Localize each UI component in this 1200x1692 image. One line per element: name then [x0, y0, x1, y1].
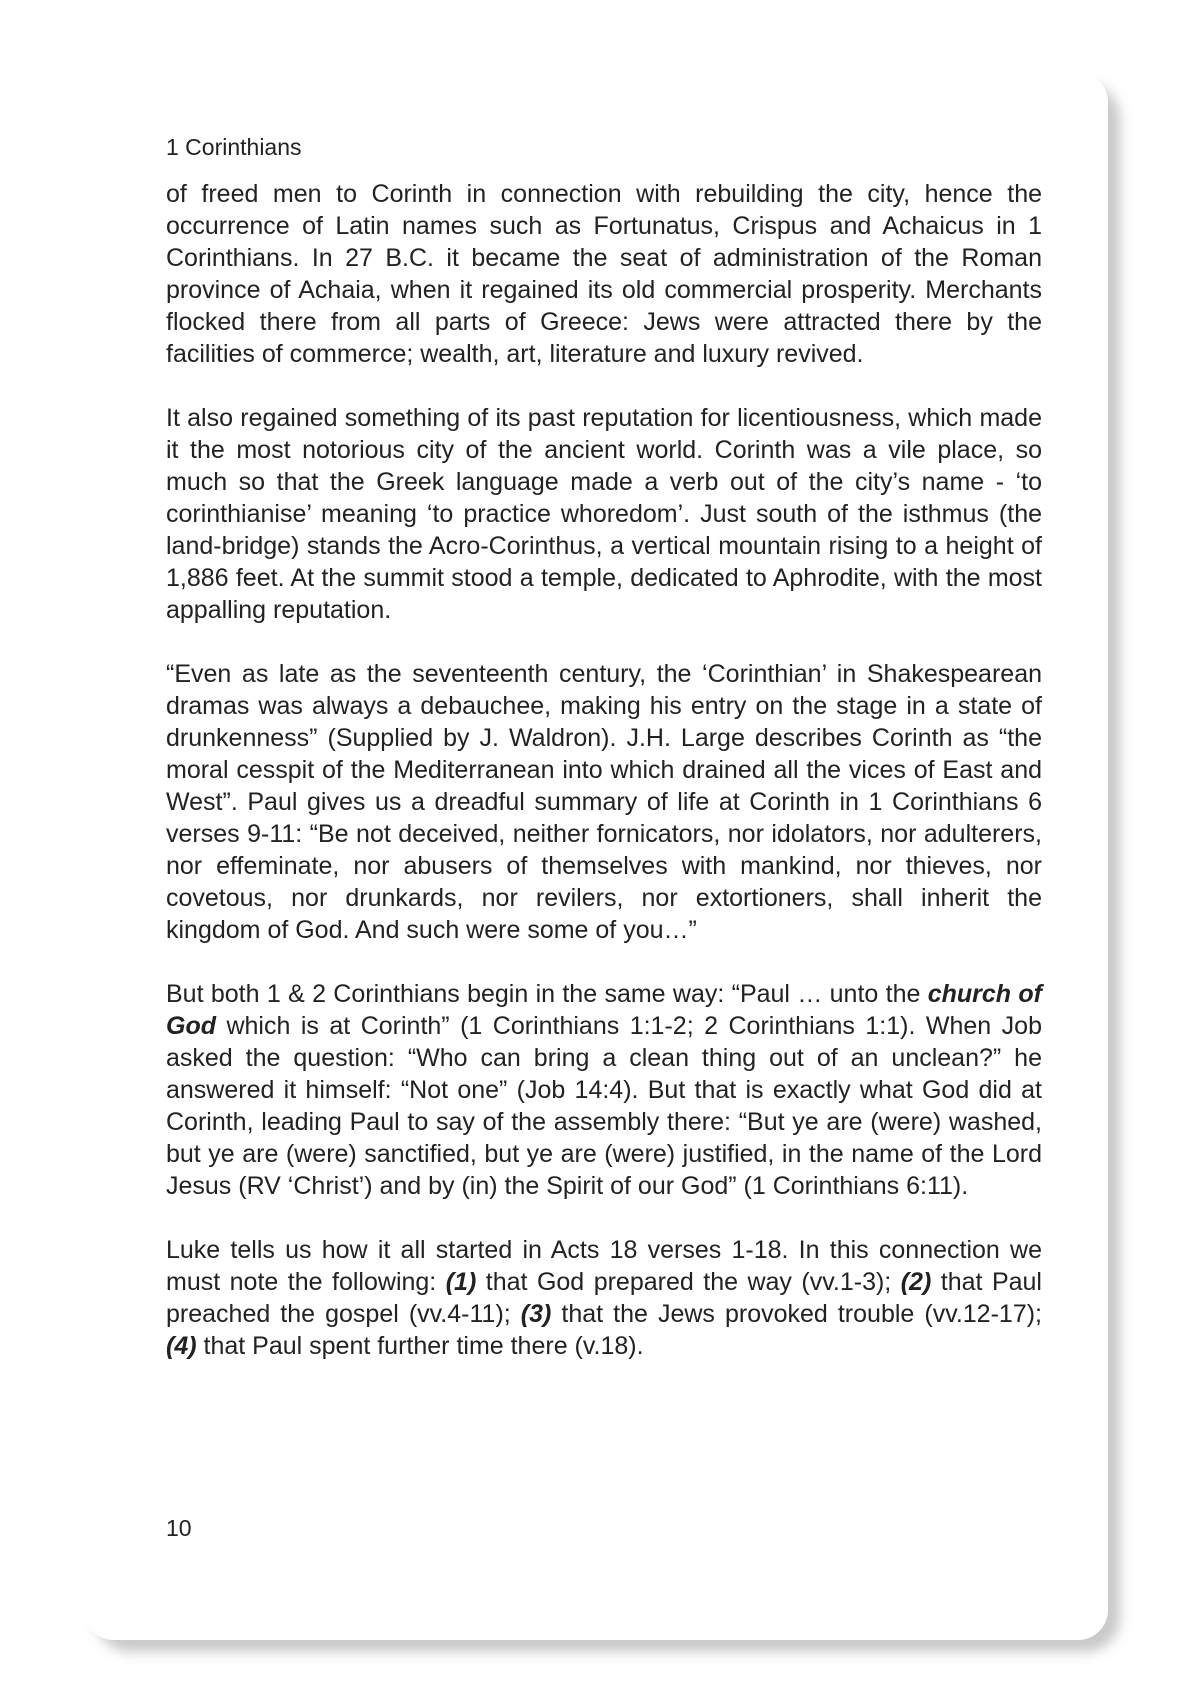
paragraph-4-text-b: which is at Corinth” (1 Corinthians 1:1-2; 2 Corinthians 1:1). When Job asked the question: “Who can bring a clean thing out of an unclean?” he answered it himself: “Not one” (Job 14:4). But that is exactly what God did at Corinth, leading Paul to say of the assembly there: “But ye are (were) washed, but ye are (were) sanctified, but ye are (were) justified, in the name of the Lord Jesus (RV ‘Christ’) and by (in) the Spirit of our God” (1 Corinthians 6:11).	[166, 1012, 1042, 1200]
running-head: 1 Corinthians	[166, 134, 302, 160]
page-content	[166, 132, 1042, 1394]
point-text-3: that the Jews provoked trouble (vv.12-17);	[551, 1300, 1042, 1328]
paragraph-5-intro: Luke tells us how it all started in Acts 18 verses 1-18. In this connection we must note the following:	[166, 1236, 1042, 1296]
paragraph-4-text-a: But both 1 & 2 Corinthians begin in the same way: “Paul … unto the	[166, 980, 928, 1008]
point-text-1: that God prepared the way (vv.1-3);	[476, 1268, 901, 1296]
point-marker-2: (2)	[900, 1268, 932, 1296]
point-marker-1: (1)	[445, 1268, 477, 1296]
point-text-4: that Paul spent further time there (v.18).	[196, 1332, 644, 1360]
paragraph-2: It also regained something of its past reputation for licentiousness, which made it the most notorious city of the ancient world. Corinth was a vile place, so much so that the Greek language made a verb out of the city’s name - ‘to corinthianise’ meaning ‘to practice whoredom’. Just south of the isthmus (the land-bridge) stands the Acro-Corinthus, a vertical mountain rising to a height of 1,886 feet. At the summit stood a temple, dedicated to Aphrodite, with the most appalling reputation.	[166, 404, 1042, 624]
paragraph-3: “Even as late as the seventeenth century, the ‘Corinthian’ in Shakespearean dramas was always a debauchee, making his entry on the stage in a state of drunkenness” (Supplied by J. Waldron). J.H. Large describes Corinth as “the moral cesspit of the Mediterranean into which drained all the vices of East and West”. Paul gives us a dreadful summary of life at Corinth in 1 Corinthians 6 verses 9-11: “Be not deceived, neither fornicators, nor idolators, nor adulterers, nor effeminate, nor abusers of themselves with mankind, nor thieves, nor covetous, nor drunkards, nor revilers, nor extortioners, shall inherit the kingdom of God. And such were some of you…”	[166, 660, 1042, 944]
point-marker-3: (3)	[520, 1300, 552, 1328]
point-text-2: that Paul preached the gospel (vv.4-11);	[166, 1268, 1042, 1328]
paragraph-1: of freed men to Corinth in connection with rebuilding the city, hence the occurrence of Latin names such as Fortunatus, Crispus and Achaicus in 1 Corinthians. In 27 B.C. it became the seat of administration of the Roman province of Achaia, when it regained its old commercial prosperity. Merchants flocked there from all parts of Greece: Jews were attracted there by the facilities of commerce; wealth, art, literature and luxury revived.	[166, 180, 1042, 368]
paragraph-5	[166, 1234, 1042, 1362]
paragraph-4	[166, 978, 1042, 1202]
document-page	[84, 72, 1108, 1640]
point-marker-4: (4)	[166, 1332, 197, 1360]
page-number: 10	[166, 1515, 192, 1541]
paragraph-4-emphasis: church of God	[166, 980, 1042, 1040]
